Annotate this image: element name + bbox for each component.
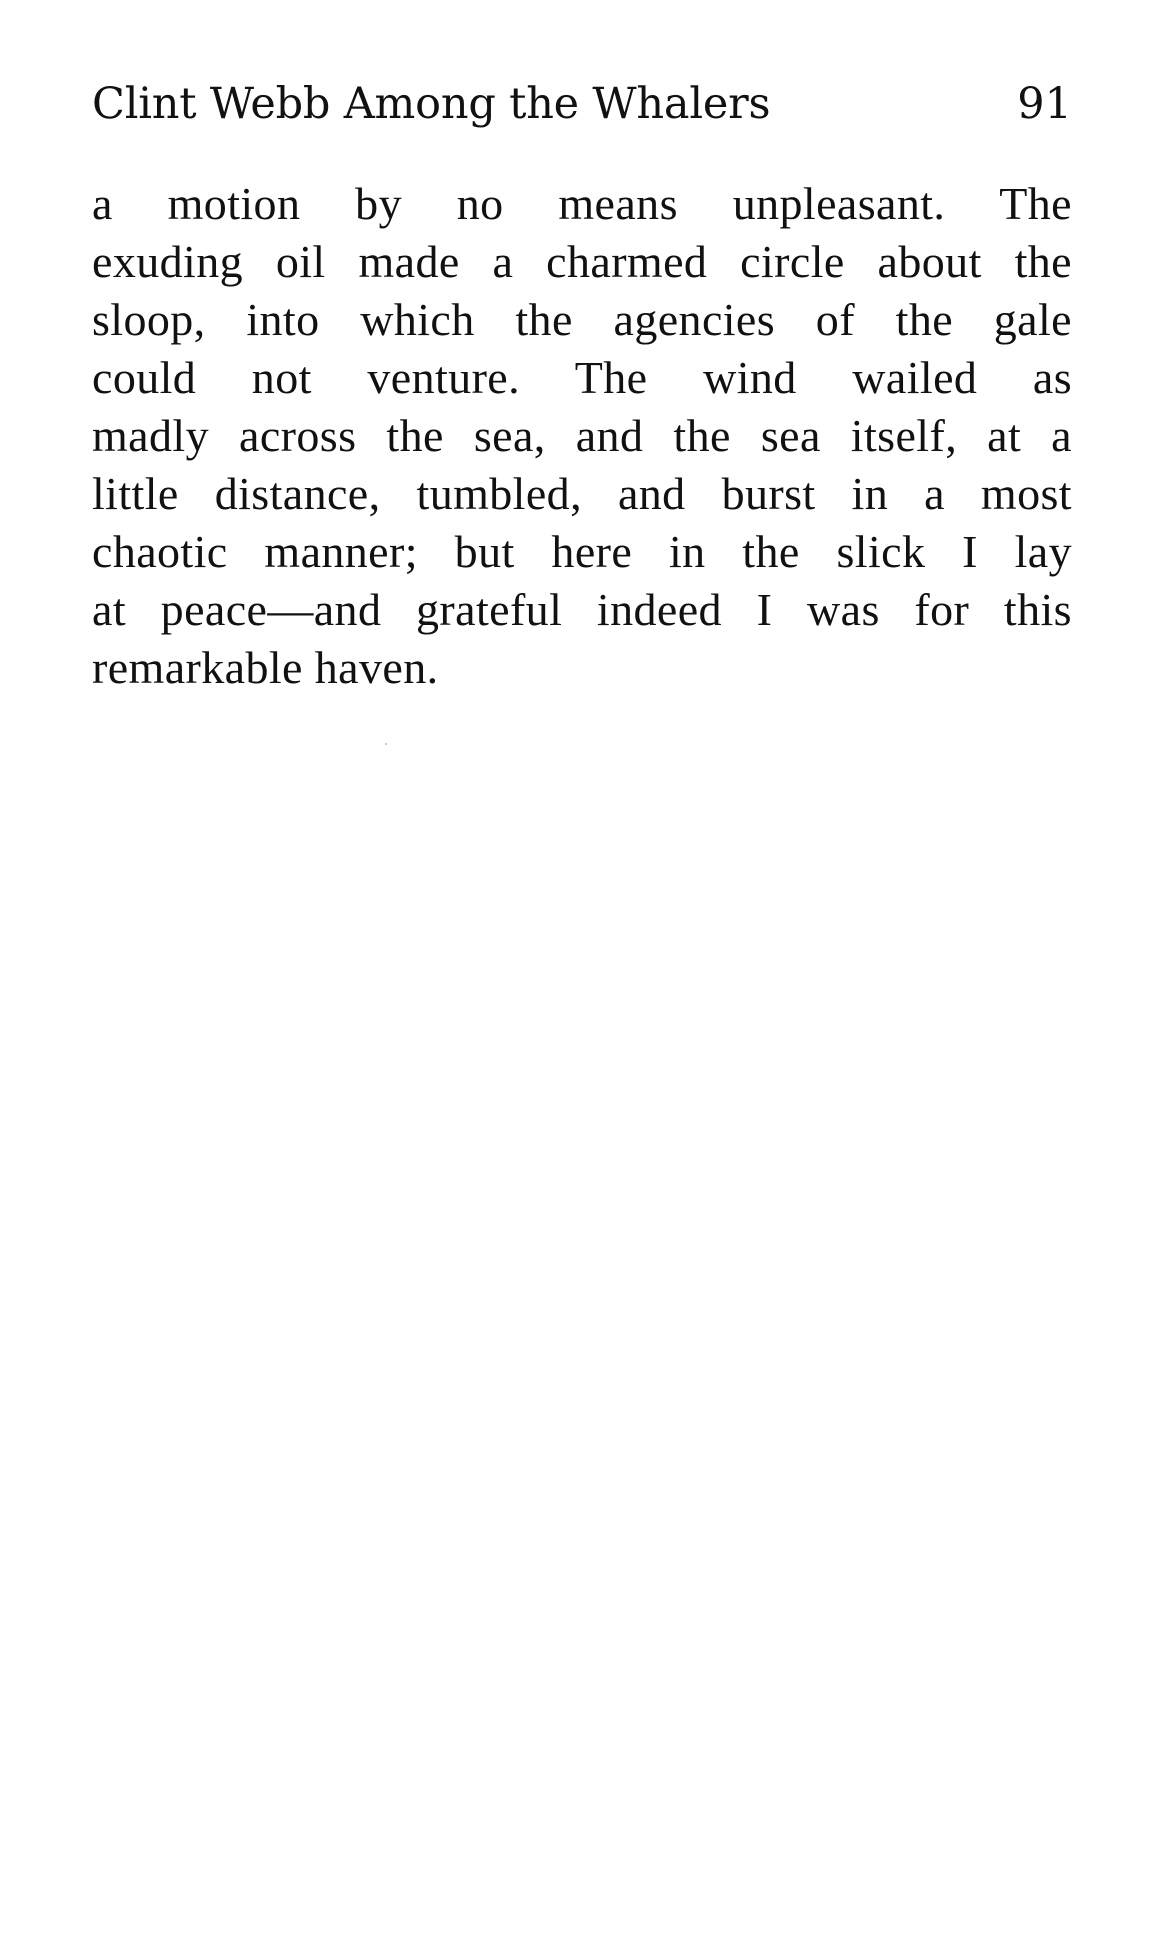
body-line-1: a motion by no means unpleasant. The [92, 178, 1072, 229]
running-title: Clint Webb Among the Whalers [92, 79, 771, 129]
page-number: 91 [1017, 79, 1072, 129]
running-head [92, 74, 1072, 134]
body-line-3: sloop, into which the agencies of the gale [92, 294, 1072, 345]
body-line-5: madly across the sea, and the sea itself, at a [92, 410, 1072, 461]
body-line-7: chaotic manner; but here in the slick I lay [92, 526, 1072, 577]
body-paragraph [92, 175, 1072, 697]
body-line-4: could not venture. The wind wailed as [92, 352, 1072, 403]
body-line-2: exuding oil made a charmed circle about the [92, 236, 1072, 287]
paper-speck [385, 743, 387, 745]
body-line-6: little distance, tumbled, and burst in a most [92, 468, 1072, 519]
body-line-9: remarkable haven. [92, 642, 439, 693]
body-line-8: at peace—and grateful indeed I was for this [92, 584, 1072, 635]
